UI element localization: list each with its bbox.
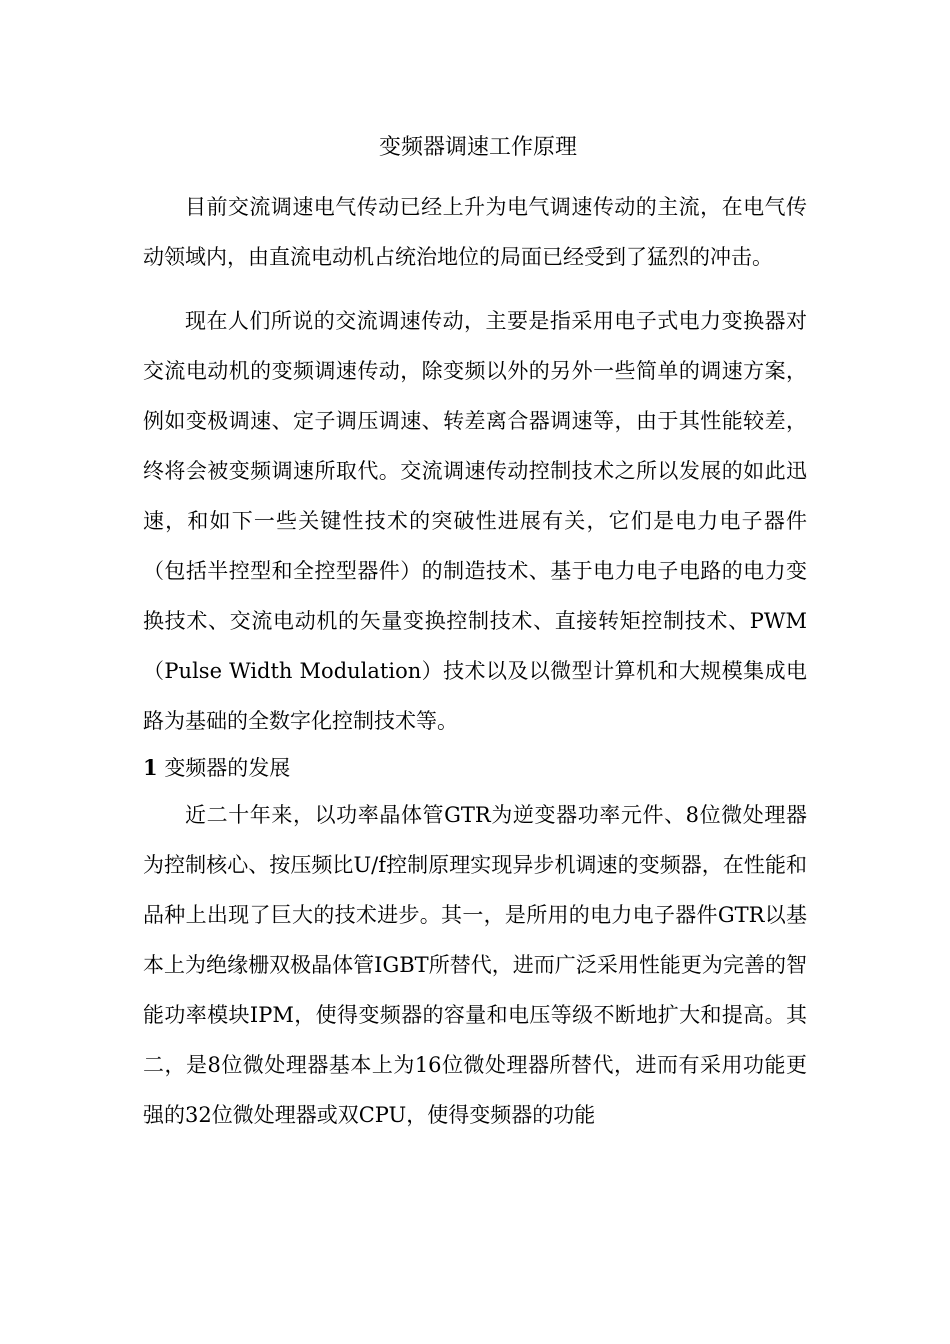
paragraph-ac-drive: 现在人们所说的交流调速传动，主要是指采用电子式电力变换器对交流电动机的变频调速传动，除变频以外的另外一些简单的调速方案，例如变极调速、定子调压调速、转差离合器调速等，由于其性能较差，终将会被变频调速所取代。交流调速传动控制技术之所以发展的如此迅速，和如下一些关键性技术的突破性进展有关，它们是电力电子器件（包括半控型和全控型器件）的制造技术、基于电力电子电路的电力变换技术、交流电动机的矢量变换控制技术、直接转矩控制技术、PWM（Pulse Width Modulation）技术以及以微型计算机和大规模集成电路为基础的全数字化控制技术等。 xyxy=(143,309,807,733)
section-number: 1 xyxy=(143,755,158,780)
paragraph-intro: 目前交流调速电气传动已经上升为电气调速传动的主流，在电气传动领域内，由直流电动机占统治地位的局面已经受到了猛烈的冲击。 xyxy=(143,195,807,269)
paragraph-development: 近二十年来，以功率晶体管GTR为逆变器功率元件、8位微处理器为控制核心、按压频比U/f控制原理实现异步机调速的变频器，在性能和品种上出现了巨大的技术进步。其一，是所用的电力电子器件GTR以基本上为绝缘栅双极晶体管IGBT所替代，进而广泛采用性能更为完善的智能功率模块IPM，使得变频器的容量和电压等级不断地扩大和提高。其二，是8位微处理器基本上为16位微处理器所替代，进而有采用功能更强的32位微处理器或双CPU，使得变频器的功能 xyxy=(143,803,807,1127)
document-title: 变频器调速工作原理 xyxy=(378,135,577,160)
section-title: 变频器的发展 xyxy=(164,756,291,780)
section-heading xyxy=(143,746,807,790)
